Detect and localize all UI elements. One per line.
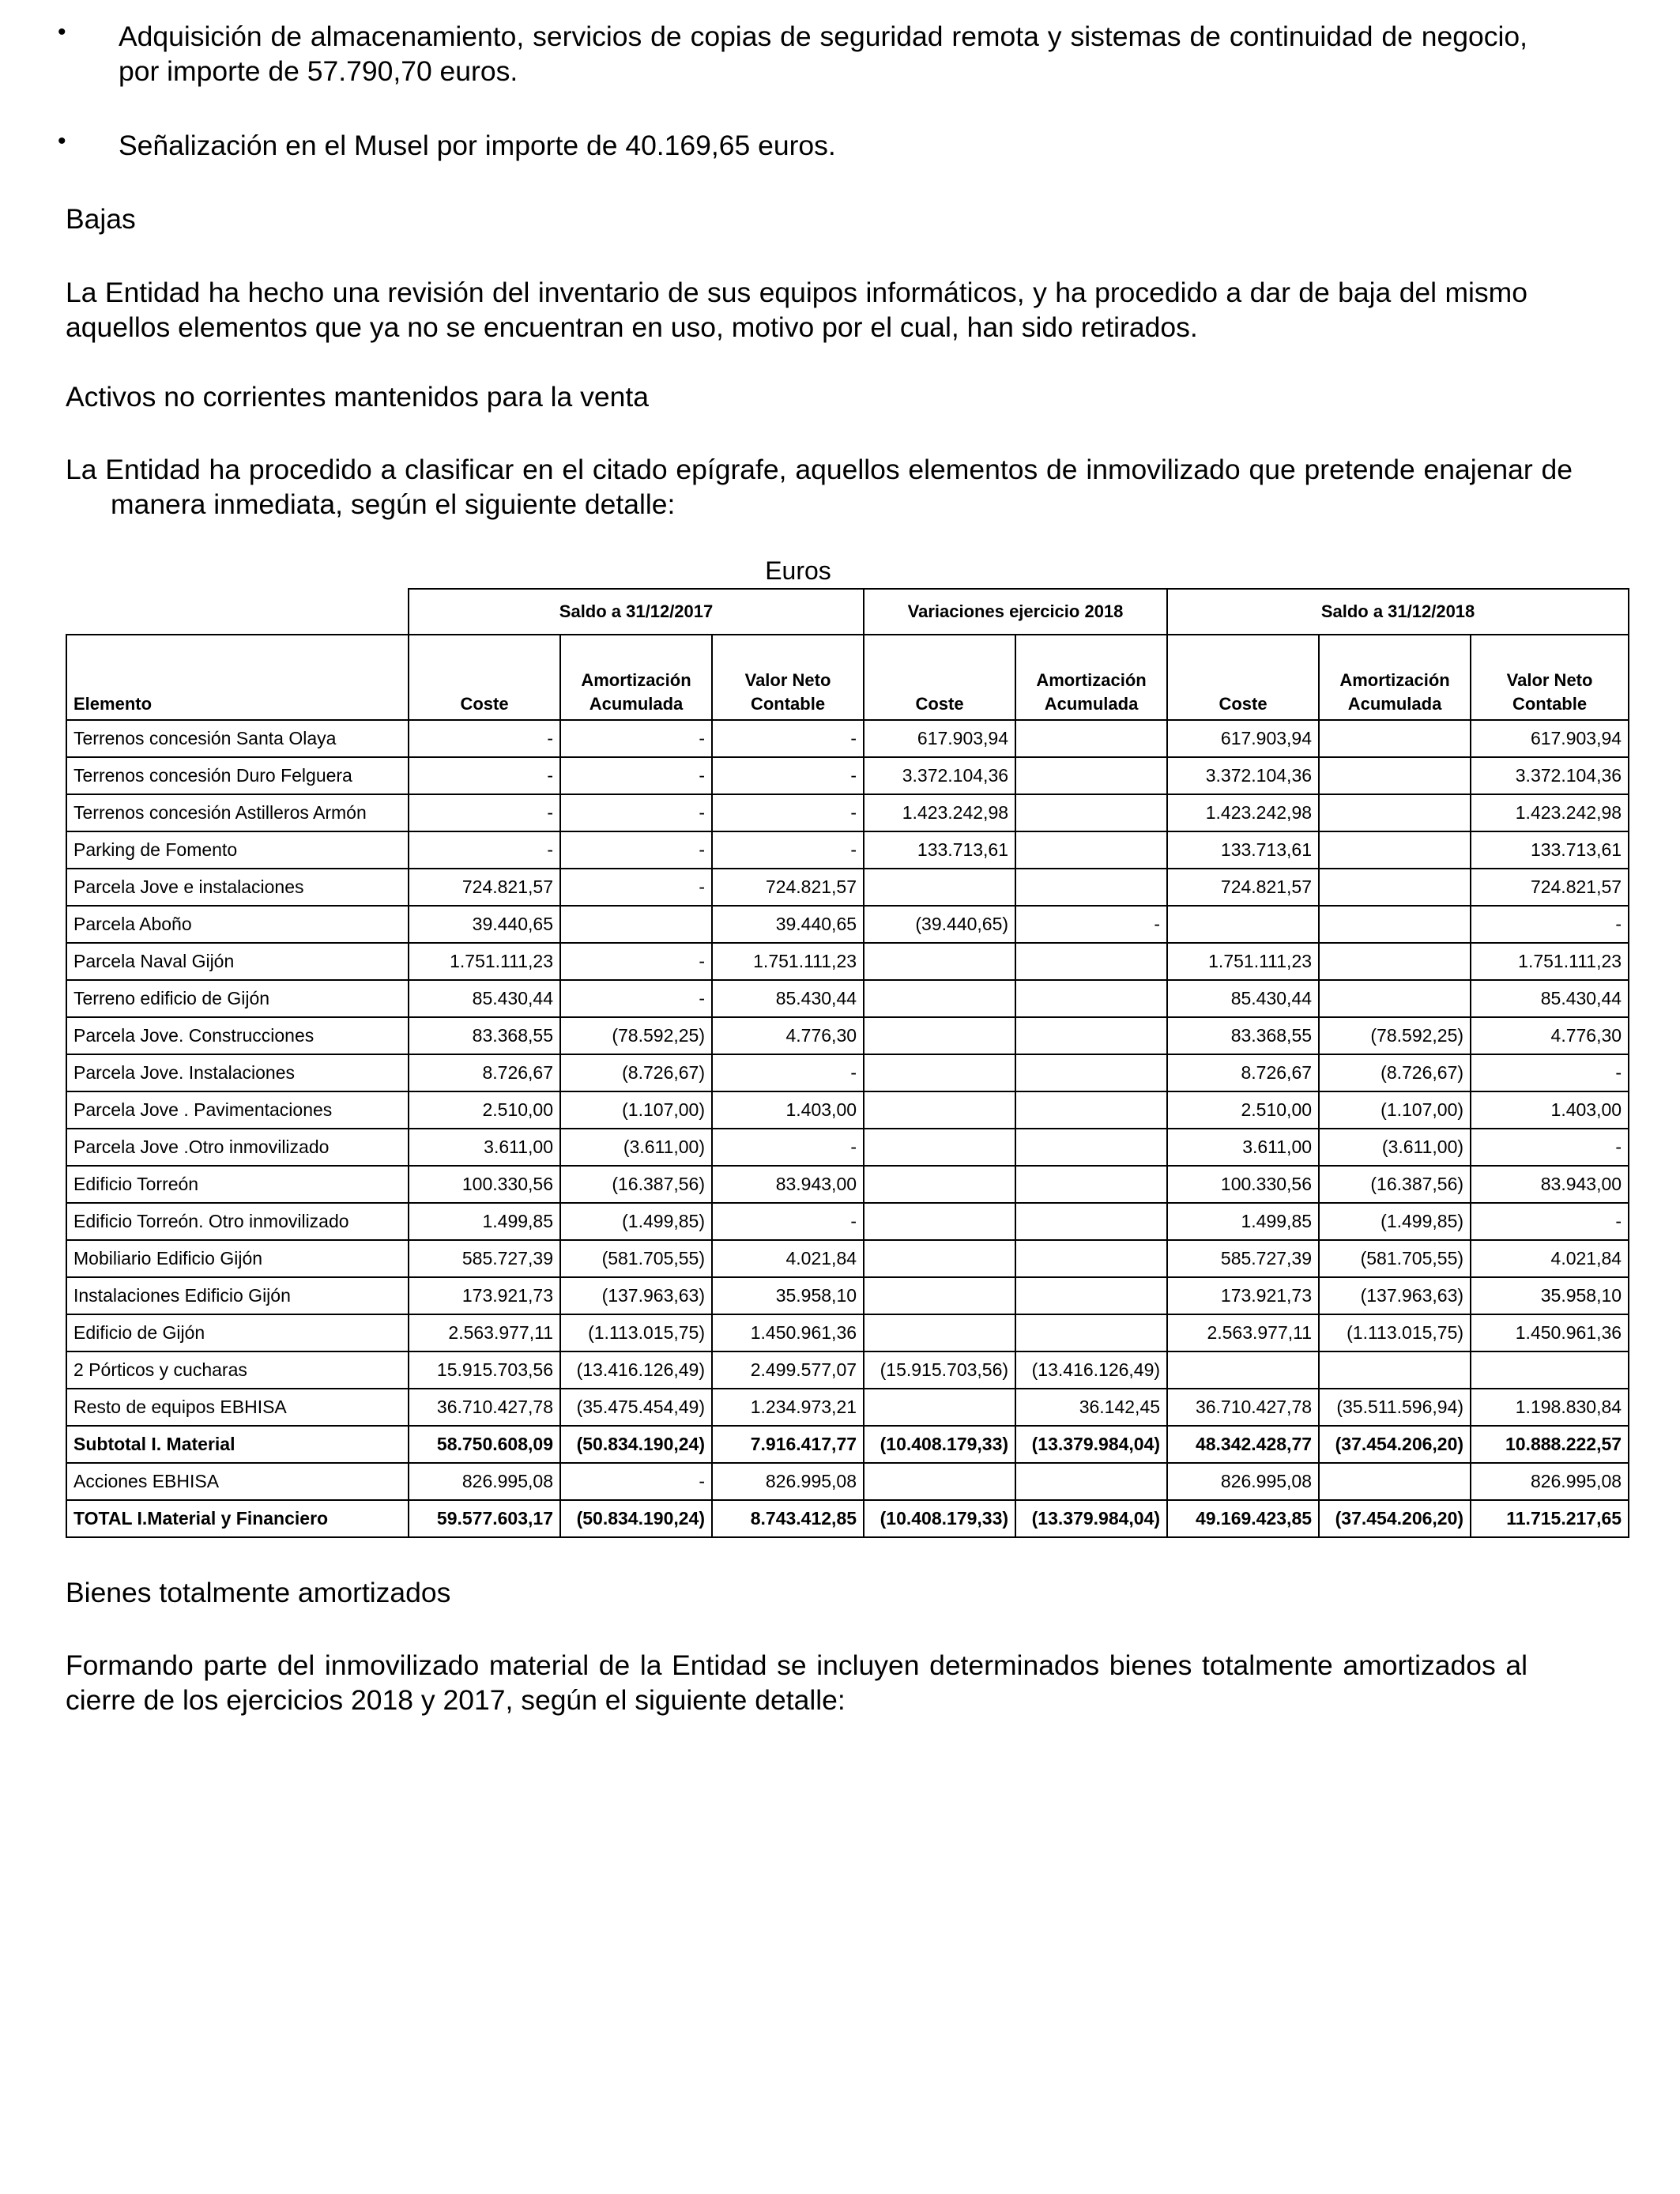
table-cell: (1.107,00) — [560, 1091, 712, 1129]
table-cell: 173.921,73 — [409, 1277, 560, 1314]
table-cell — [1319, 1351, 1471, 1389]
table-cell: 36.710.427,78 — [1167, 1389, 1319, 1426]
table-cell — [1015, 794, 1167, 831]
table-cell: 3.372.104,36 — [864, 757, 1015, 794]
table-cell: 1.423.242,98 — [864, 794, 1015, 831]
table-cell: - — [560, 869, 712, 906]
table-cell: - — [409, 831, 560, 869]
table-cell: 100.330,56 — [1167, 1166, 1319, 1203]
row-label: Parcela Jove .Otro inmovilizado — [66, 1129, 409, 1166]
bullet-text: Señalización en el Musel por importe de 40.169,65 euros. — [119, 130, 836, 161]
table-cell — [1319, 757, 1471, 794]
row-label: Terrenos concesión Santa Olaya — [66, 720, 409, 757]
table-cell: 133.713,61 — [1167, 831, 1319, 869]
table-cell: 724.821,57 — [1471, 869, 1629, 906]
table-cell: 8.726,67 — [409, 1054, 560, 1091]
table-cell: 85.430,44 — [409, 980, 560, 1017]
table-cell: - — [560, 757, 712, 794]
row-label: 2 Pórticos y cucharas — [66, 1351, 409, 1389]
table-row — [66, 869, 1629, 906]
table-cell: - — [1471, 1203, 1629, 1240]
table-cell — [560, 906, 712, 943]
table-cell: (137.963,63) — [560, 1277, 712, 1314]
table-row — [66, 720, 1629, 757]
table-cell: - — [712, 1203, 864, 1240]
table-cell — [1319, 869, 1471, 906]
column-header: Amortización Acumulada — [1015, 635, 1167, 720]
table-cell: 39.440,65 — [712, 906, 864, 943]
table-cell: 617.903,94 — [1167, 720, 1319, 757]
table-row — [66, 1240, 1629, 1277]
table-cell — [1319, 943, 1471, 980]
table-cell — [864, 1314, 1015, 1351]
table-row — [66, 906, 1629, 943]
table-cell: 1.751.111,23 — [1471, 943, 1629, 980]
table-cell: (10.408.179,33) — [864, 1426, 1015, 1463]
row-label: Parking de Fomento — [66, 831, 409, 869]
column-header: Coste — [409, 635, 560, 720]
table-cell: (581.705,55) — [1319, 1240, 1471, 1277]
table-cell: - — [1471, 906, 1629, 943]
row-label: Parcela Jove. Construcciones — [66, 1017, 409, 1054]
row-label: Edificio de Gijón — [66, 1314, 409, 1351]
table-cell: (1.499,85) — [1319, 1203, 1471, 1240]
table-cell: 8.743.412,85 — [712, 1500, 864, 1537]
group-header-variaciones: Variaciones ejercicio 2018 — [864, 589, 1167, 635]
table-cell: - — [409, 720, 560, 757]
table-cell: (50.834.190,24) — [560, 1500, 712, 1537]
table-cell: 2.563.977,11 — [409, 1314, 560, 1351]
table-cell: 83.368,55 — [409, 1017, 560, 1054]
table-cell — [864, 1203, 1015, 1240]
table-cell — [864, 1091, 1015, 1129]
column-header: Coste — [864, 635, 1015, 720]
table-cell: (8.726,67) — [560, 1054, 712, 1091]
table-cell: 4.776,30 — [1471, 1017, 1629, 1054]
table-cell: 2.510,00 — [409, 1091, 560, 1129]
table-cell: (78.592,25) — [560, 1017, 712, 1054]
table-cell — [1015, 720, 1167, 757]
table-cell: (1.499,85) — [560, 1203, 712, 1240]
table-cell: 7.916.417,77 — [712, 1426, 864, 1463]
table-cell: 724.821,57 — [409, 869, 560, 906]
table-cell — [864, 1277, 1015, 1314]
row-label: Terrenos concesión Astilleros Armón — [66, 794, 409, 831]
table-row — [66, 980, 1629, 1017]
group-header-saldo-2018: Saldo a 31/12/2018 — [1167, 589, 1629, 635]
table-unit-label: Euros — [765, 556, 831, 585]
table-cell: - — [1015, 906, 1167, 943]
paragraph-bajas: La Entidad ha hecho una revisión del inventario de sus equipos informáticos, y ha procedido a dar de baja del mismo aquellos elementos que ya no se encuentran en uso, motivo por el cual, han sido retirados. — [66, 277, 1527, 343]
table-cell — [1319, 1463, 1471, 1500]
table-cell: - — [560, 943, 712, 980]
table-cell: 1.751.111,23 — [712, 943, 864, 980]
table-row — [66, 1166, 1629, 1203]
table-cell — [1015, 1166, 1167, 1203]
table-cell: (137.963,63) — [1319, 1277, 1471, 1314]
table-cell — [1015, 831, 1167, 869]
row-label: Instalaciones Edificio Gijón — [66, 1277, 409, 1314]
table-cell: - — [560, 1463, 712, 1500]
table-cell: - — [712, 720, 864, 757]
table-cell: (16.387,56) — [1319, 1166, 1471, 1203]
table-cell: 11.715.217,65 — [1471, 1500, 1629, 1537]
table-cell: 85.430,44 — [1167, 980, 1319, 1017]
section-heading-bienes: Bienes totalmente amortizados — [66, 1577, 451, 1608]
table-cell: 1.751.111,23 — [409, 943, 560, 980]
table-cell — [1015, 1017, 1167, 1054]
table-cell: - — [560, 720, 712, 757]
table-cell — [1471, 1351, 1629, 1389]
table-cell: 4.776,30 — [712, 1017, 864, 1054]
table-cell: - — [712, 1054, 864, 1091]
table-cell — [864, 980, 1015, 1017]
table-cell — [1015, 1054, 1167, 1091]
table-cell: 48.342.428,77 — [1167, 1426, 1319, 1463]
table-cell: 49.169.423,85 — [1167, 1500, 1319, 1537]
table-cell — [1319, 831, 1471, 869]
table-cell: 39.440,65 — [409, 906, 560, 943]
table-row — [66, 1351, 1629, 1389]
table-cell: 1.234.973,21 — [712, 1389, 864, 1426]
row-label: Edificio Torreón — [66, 1166, 409, 1203]
table-cell: - — [560, 794, 712, 831]
table-cell: 585.727,39 — [409, 1240, 560, 1277]
table-cell: (1.113.015,75) — [560, 1314, 712, 1351]
table-row — [66, 943, 1629, 980]
table-cell: 2.499.577,07 — [712, 1351, 864, 1389]
table-row — [66, 1203, 1629, 1240]
table-cell — [1167, 906, 1319, 943]
column-header: Valor Neto Contable — [1471, 635, 1629, 720]
row-label: Parcela Jove. Instalaciones — [66, 1054, 409, 1091]
table-cell — [864, 1129, 1015, 1166]
table-cell: 173.921,73 — [1167, 1277, 1319, 1314]
table-cell: - — [1471, 1054, 1629, 1091]
table-cell: (1.113.015,75) — [1319, 1314, 1471, 1351]
table-cell: 3.372.104,36 — [1167, 757, 1319, 794]
table-cell: (35.475.454,49) — [560, 1389, 712, 1426]
table-cell: 826.995,08 — [1471, 1463, 1629, 1500]
table-cell: 1.499,85 — [1167, 1203, 1319, 1240]
table-cell: 133.713,61 — [1471, 831, 1629, 869]
table-cell — [1319, 980, 1471, 1017]
row-label: Parcela Aboño — [66, 906, 409, 943]
table-cell — [1015, 757, 1167, 794]
table-cell: - — [1471, 1129, 1629, 1166]
row-label: Edificio Torreón. Otro inmovilizado — [66, 1203, 409, 1240]
table-cell — [1015, 1203, 1167, 1240]
column-header-elemento: Elemento — [66, 635, 409, 720]
table-cell: (3.611,00) — [1319, 1129, 1471, 1166]
bullet-text: Adquisición de almacenamiento, servicios de copias de seguridad remota y sistemas de continuidad de negocio, por importe de 57.790,70 euros. — [119, 21, 1527, 87]
table-cell — [864, 1054, 1015, 1091]
column-header: Amortización Acumulada — [560, 635, 712, 720]
table-cell: (3.611,00) — [560, 1129, 712, 1166]
table-cell: - — [560, 980, 712, 1017]
table-cell — [864, 1389, 1015, 1426]
table-cell — [1015, 1463, 1167, 1500]
bullet-item — [58, 19, 1527, 89]
table-cell: (39.440,65) — [864, 906, 1015, 943]
table-cell: 58.750.608,09 — [409, 1426, 560, 1463]
row-label: Terrenos concesión Duro Felguera — [66, 757, 409, 794]
table-corner — [66, 589, 409, 635]
table-cell: (35.511.596,94) — [1319, 1389, 1471, 1426]
table-row — [66, 1129, 1629, 1166]
table-cell: (50.834.190,24) — [560, 1426, 712, 1463]
table-cell: 1.198.830,84 — [1471, 1389, 1629, 1426]
table-cell: (37.454.206,20) — [1319, 1426, 1471, 1463]
table-cell — [864, 1166, 1015, 1203]
row-label: Terreno edificio de Gijón — [66, 980, 409, 1017]
row-label: Acciones EBHISA — [66, 1463, 409, 1500]
table-cell: (78.592,25) — [1319, 1017, 1471, 1054]
table-cell: 1.403,00 — [712, 1091, 864, 1129]
table-cell: - — [409, 757, 560, 794]
table-row — [66, 1054, 1629, 1091]
table-cell: 3.372.104,36 — [1471, 757, 1629, 794]
table-cell: (1.107,00) — [1319, 1091, 1471, 1129]
table-cell — [864, 1017, 1015, 1054]
row-label: Parcela Jove e instalaciones — [66, 869, 409, 906]
paragraph-activos: La Entidad ha procedido a clasificar en el citado epígrafe, aquellos elementos de inmovilizado que pretende enajenar de manera inmediata, según el siguiente detalle: — [66, 454, 1573, 520]
group-header-saldo-2017: Saldo a 31/12/2017 — [409, 589, 864, 635]
table-cell: 1.450.961,36 — [1471, 1314, 1629, 1351]
table-cell: 83.943,00 — [712, 1166, 864, 1203]
table-cell — [864, 943, 1015, 980]
table-cell — [864, 869, 1015, 906]
table-cell — [1015, 1091, 1167, 1129]
table-cell — [1015, 1129, 1167, 1166]
table-cell — [1015, 980, 1167, 1017]
table-cell: 85.430,44 — [1471, 980, 1629, 1017]
table-cell: 1.423.242,98 — [1167, 794, 1319, 831]
table-cell — [1319, 794, 1471, 831]
table-cell — [864, 1463, 1015, 1500]
bullet-icon: • — [58, 19, 66, 45]
table-cell: (13.416.126,49) — [1015, 1351, 1167, 1389]
table-row — [66, 794, 1629, 831]
row-label: TOTAL I.Material y Financiero — [66, 1500, 409, 1537]
row-label: Parcela Naval Gijón — [66, 943, 409, 980]
table-cell — [864, 1240, 1015, 1277]
table-cell: 826.995,08 — [409, 1463, 560, 1500]
table-cell — [1015, 869, 1167, 906]
table-cell: - — [560, 831, 712, 869]
table-cell: 724.821,57 — [1167, 869, 1319, 906]
bullet-item — [58, 128, 1527, 163]
table-cell: 826.995,08 — [712, 1463, 864, 1500]
table-cell: 83.368,55 — [1167, 1017, 1319, 1054]
table-cell: 2.563.977,11 — [1167, 1314, 1319, 1351]
table-cell: 36.142,45 — [1015, 1389, 1167, 1426]
table-cell: (10.408.179,33) — [864, 1500, 1015, 1537]
table-cell: 1.450.961,36 — [712, 1314, 864, 1351]
table-row — [66, 1463, 1629, 1500]
table-cell: 585.727,39 — [1167, 1240, 1319, 1277]
table-row — [66, 1277, 1629, 1314]
table-cell: 85.430,44 — [712, 980, 864, 1017]
table-cell: 133.713,61 — [864, 831, 1015, 869]
table-cell: - — [712, 831, 864, 869]
table-cell: (8.726,67) — [1319, 1054, 1471, 1091]
column-header: Amortización Acumulada — [1319, 635, 1471, 720]
table-cell: (15.915.703,56) — [864, 1351, 1015, 1389]
table-row — [66, 757, 1629, 794]
table-cell: 617.903,94 — [1471, 720, 1629, 757]
table-row — [66, 1017, 1629, 1054]
table-cell: 59.577.603,17 — [409, 1500, 560, 1537]
table-row — [66, 1389, 1629, 1426]
table-cell: 1.403,00 — [1471, 1091, 1629, 1129]
table-row — [66, 1426, 1629, 1463]
table-cell: 15.915.703,56 — [409, 1351, 560, 1389]
bullet-icon: • — [58, 128, 66, 154]
table-cell: - — [712, 794, 864, 831]
row-label: Resto de equipos EBHISA — [66, 1389, 409, 1426]
table-cell: 3.611,00 — [409, 1129, 560, 1166]
table-cell: 4.021,84 — [712, 1240, 864, 1277]
table-cell: 617.903,94 — [864, 720, 1015, 757]
table-cell: 35.958,10 — [1471, 1277, 1629, 1314]
table-cell: 3.611,00 — [1167, 1129, 1319, 1166]
table-cell: 724.821,57 — [712, 869, 864, 906]
table-cell: 4.021,84 — [1471, 1240, 1629, 1277]
table-cell: - — [409, 794, 560, 831]
table-cell: 36.710.427,78 — [409, 1389, 560, 1426]
table-cell: (13.416.126,49) — [560, 1351, 712, 1389]
table-row — [66, 831, 1629, 869]
table-cell: 10.888.222,57 — [1471, 1426, 1629, 1463]
row-label: Subtotal I. Material — [66, 1426, 409, 1463]
table-cell — [1319, 906, 1471, 943]
table-cell: (13.379.984,04) — [1015, 1500, 1167, 1537]
table-cell: (37.454.206,20) — [1319, 1500, 1471, 1537]
table-cell: 826.995,08 — [1167, 1463, 1319, 1500]
table-cell: 1.499,85 — [409, 1203, 560, 1240]
table-cell — [1015, 1277, 1167, 1314]
table-row — [66, 1314, 1629, 1351]
paragraph-bienes: Formando parte del inmovilizado material de la Entidad se incluyen determinados bienes totalmente amortizados al cierre de los ejercicios 2018 y 2017, según el siguiente detalle: — [66, 1649, 1527, 1716]
assets-table — [66, 588, 1629, 1538]
row-label: Mobiliario Edificio Gijón — [66, 1240, 409, 1277]
table-cell: - — [712, 757, 864, 794]
table-cell — [1015, 1240, 1167, 1277]
section-heading-activos: Activos no corrientes mantenidos para la venta — [66, 381, 650, 413]
table-cell: 1.423.242,98 — [1471, 794, 1629, 831]
table-cell: 1.751.111,23 — [1167, 943, 1319, 980]
table-cell: 100.330,56 — [409, 1166, 560, 1203]
column-header: Valor Neto Contable — [712, 635, 864, 720]
table-cell — [1319, 720, 1471, 757]
table-cell: 83.943,00 — [1471, 1166, 1629, 1203]
row-label: Parcela Jove . Pavimentaciones — [66, 1091, 409, 1129]
column-header: Coste — [1167, 635, 1319, 720]
section-heading-bajas: Bajas — [66, 203, 136, 235]
table-cell: (16.387,56) — [560, 1166, 712, 1203]
table-cell: (581.705,55) — [560, 1240, 712, 1277]
table-cell — [1167, 1351, 1319, 1389]
table-cell: (13.379.984,04) — [1015, 1426, 1167, 1463]
table-cell: - — [712, 1129, 864, 1166]
table-row — [66, 1500, 1629, 1537]
table-cell: 8.726,67 — [1167, 1054, 1319, 1091]
table-cell — [1015, 1314, 1167, 1351]
table-cell: 35.958,10 — [712, 1277, 864, 1314]
table-cell — [1015, 943, 1167, 980]
table-row — [66, 1091, 1629, 1129]
table-cell: 2.510,00 — [1167, 1091, 1319, 1129]
